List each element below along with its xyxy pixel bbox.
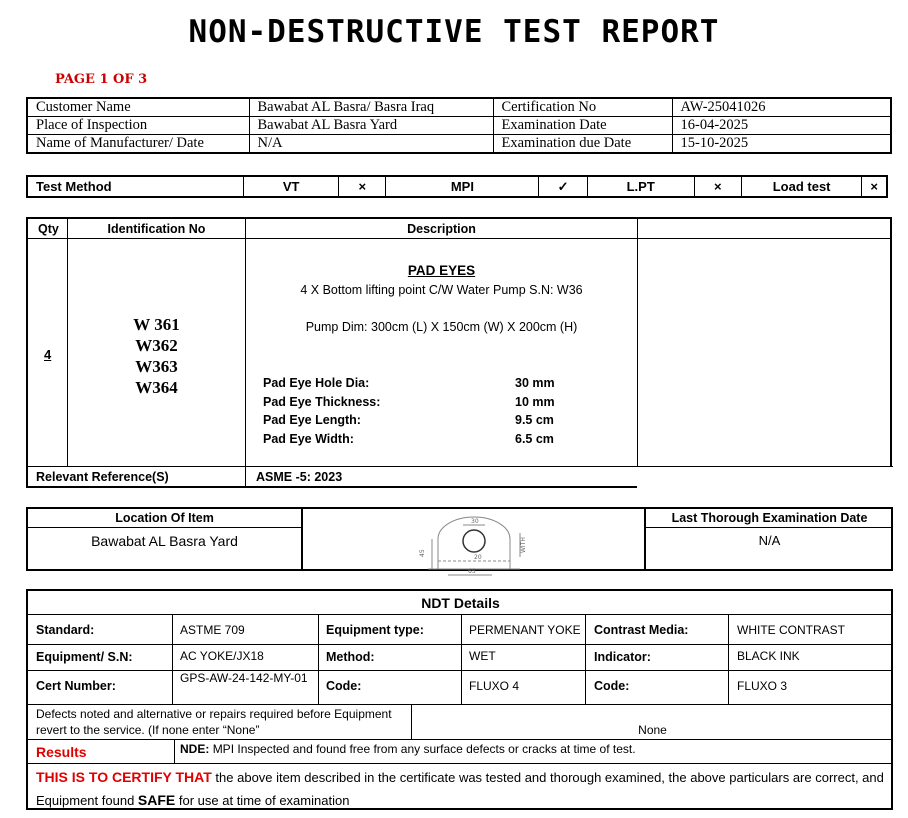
- desc-line: Pump Dim: 300cm (L) X 150cm (W) X 200cm (H): [305, 320, 578, 334]
- ndt-value: GPS-AW-24-142-MY-01: [180, 671, 308, 685]
- last-exam-label: Last Thorough Examination Date: [671, 511, 868, 525]
- desc-header: Description: [407, 222, 476, 236]
- spec-key: Pad Eye Length:: [263, 413, 361, 427]
- ndt-label: Equipment type:: [326, 623, 424, 637]
- ndt-heading: NDT Details: [421, 595, 500, 611]
- spec-key: Pad Eye Width:: [263, 432, 354, 446]
- ndt-value: FLUXO 3: [737, 679, 788, 693]
- load-cross-icon: ×: [862, 176, 887, 197]
- info-value: 16-04-2025: [672, 117, 891, 135]
- ndt-value: AC YOKE/JX18: [180, 649, 264, 663]
- lpt-cross-icon: ×: [694, 176, 741, 197]
- nde-text: MPI Inspected and found free from any surface defects or cracks at time of test.: [212, 742, 636, 756]
- vt-cross-icon: ×: [339, 176, 386, 197]
- spec-value: 9.5 cm: [515, 413, 554, 427]
- reference-label: Relevant Reference(S): [36, 470, 169, 484]
- pad-eye-drawing: [398, 513, 538, 593]
- drawing-dim: 30: [471, 518, 479, 525]
- certify-red: THIS IS TO CERTIFY THAT: [36, 769, 212, 785]
- certify-text: for use at time of examination: [178, 793, 350, 808]
- info-label: Name of Manufacturer/ Date: [27, 135, 249, 154]
- ndt-value: BLACK INK: [737, 649, 800, 663]
- info-label: Customer Name: [27, 98, 249, 117]
- ndt-label: Code:: [326, 679, 362, 693]
- reference-value: ASME -5: 2023: [256, 470, 343, 484]
- load-test-label: Load test: [741, 176, 862, 197]
- info-value: N/A: [249, 135, 493, 154]
- info-label: Place of Inspection: [27, 117, 249, 135]
- identification-item: W 361: [133, 315, 180, 334]
- defects-text: Defects noted and alternative or repairs required before Equipment revert to the service. (If none enter “None”: [36, 707, 392, 737]
- drawing-dim: WITH: [520, 537, 527, 553]
- ndt-value: WHITE CONTRAST: [737, 623, 845, 637]
- drawing-dim: 45: [419, 549, 426, 557]
- id-header: Identification No: [107, 222, 206, 236]
- nde-label: NDE:: [180, 742, 210, 756]
- spec-value: 10 mm: [515, 395, 555, 409]
- info-row: [27, 135, 891, 154]
- ndt-value: WET: [469, 649, 496, 663]
- spec-value: 6.5 cm: [515, 432, 554, 446]
- info-label: Certification No: [493, 98, 672, 117]
- drawing-dim: 65: [468, 568, 476, 575]
- qty-value: 4: [44, 347, 52, 362]
- spec-key: Pad Eye Thickness:: [263, 395, 381, 409]
- certify-text: the above item described in the certificate was tested and thorough examined, the above particulars are correct, and Equipment found: [36, 770, 884, 808]
- info-value: 15-10-2025: [672, 135, 891, 154]
- ndt-label: Indicator:: [594, 650, 651, 664]
- certify-statement: [36, 766, 886, 812]
- desc-title: PAD EYES: [407, 263, 476, 278]
- item-description-table: [26, 217, 892, 488]
- lpt-label: L.PT: [587, 176, 694, 197]
- identification-item: W364: [135, 378, 178, 397]
- ndt-label: Equipment/ S.N:: [36, 650, 133, 664]
- ndt-label: Code:: [594, 679, 630, 693]
- identification-item: W363: [135, 357, 178, 376]
- location-value: Bawabat AL Basra Yard: [91, 533, 238, 549]
- ndt-value: FLUXO 4: [469, 679, 520, 693]
- info-table: [26, 97, 892, 154]
- drawing-dim: 20: [474, 554, 482, 561]
- nde-line: [180, 742, 636, 756]
- info-label: Examination Date: [493, 117, 672, 135]
- info-value: Bawabat AL Basra/ Basra Iraq: [249, 98, 493, 117]
- info-row: [27, 117, 891, 135]
- ndt-details: [26, 589, 893, 810]
- identification-list: [68, 314, 245, 398]
- info-row: [27, 98, 891, 117]
- desc-line: 4 X Bottom lifting point C/W Water Pump S.N: W36: [300, 283, 583, 297]
- identification-item: W362: [135, 336, 178, 355]
- ndt-value: PERMENANT YOKE: [469, 623, 581, 637]
- results-label: Results: [36, 744, 87, 760]
- test-method-table: [26, 175, 888, 198]
- mpi-check-icon: ✓: [539, 176, 587, 197]
- defects-value: None: [638, 723, 667, 737]
- certify-safe: SAFE: [137, 792, 176, 808]
- ndt-label: Contrast Media:: [594, 623, 689, 637]
- vt-label: VT: [244, 176, 339, 197]
- report-title: NON-DESTRUCTIVE TEST REPORT: [188, 14, 720, 50]
- mpi-label: MPI: [386, 176, 539, 197]
- ndt-label: Standard:: [36, 623, 95, 637]
- info-value: Bawabat AL Basra Yard: [249, 117, 493, 135]
- location-section: [26, 507, 893, 575]
- last-exam-value: N/A: [758, 533, 781, 548]
- qty-header: Qty: [38, 222, 59, 236]
- info-label: Examination due Date: [493, 135, 672, 154]
- location-label: Location Of Item: [115, 511, 214, 525]
- spec-key: Pad Eye Hole Dia:: [263, 376, 370, 390]
- spec-value: 30 mm: [515, 376, 555, 390]
- test-method-label: Test Method: [27, 176, 244, 197]
- info-value: AW-25041026: [672, 98, 891, 117]
- ndt-label: Cert Number:: [36, 679, 116, 693]
- ndt-value: ASTME 709: [180, 623, 245, 637]
- ndt-label: Method:: [326, 650, 375, 664]
- page-label: PAGE 1 OF 3: [55, 72, 148, 87]
